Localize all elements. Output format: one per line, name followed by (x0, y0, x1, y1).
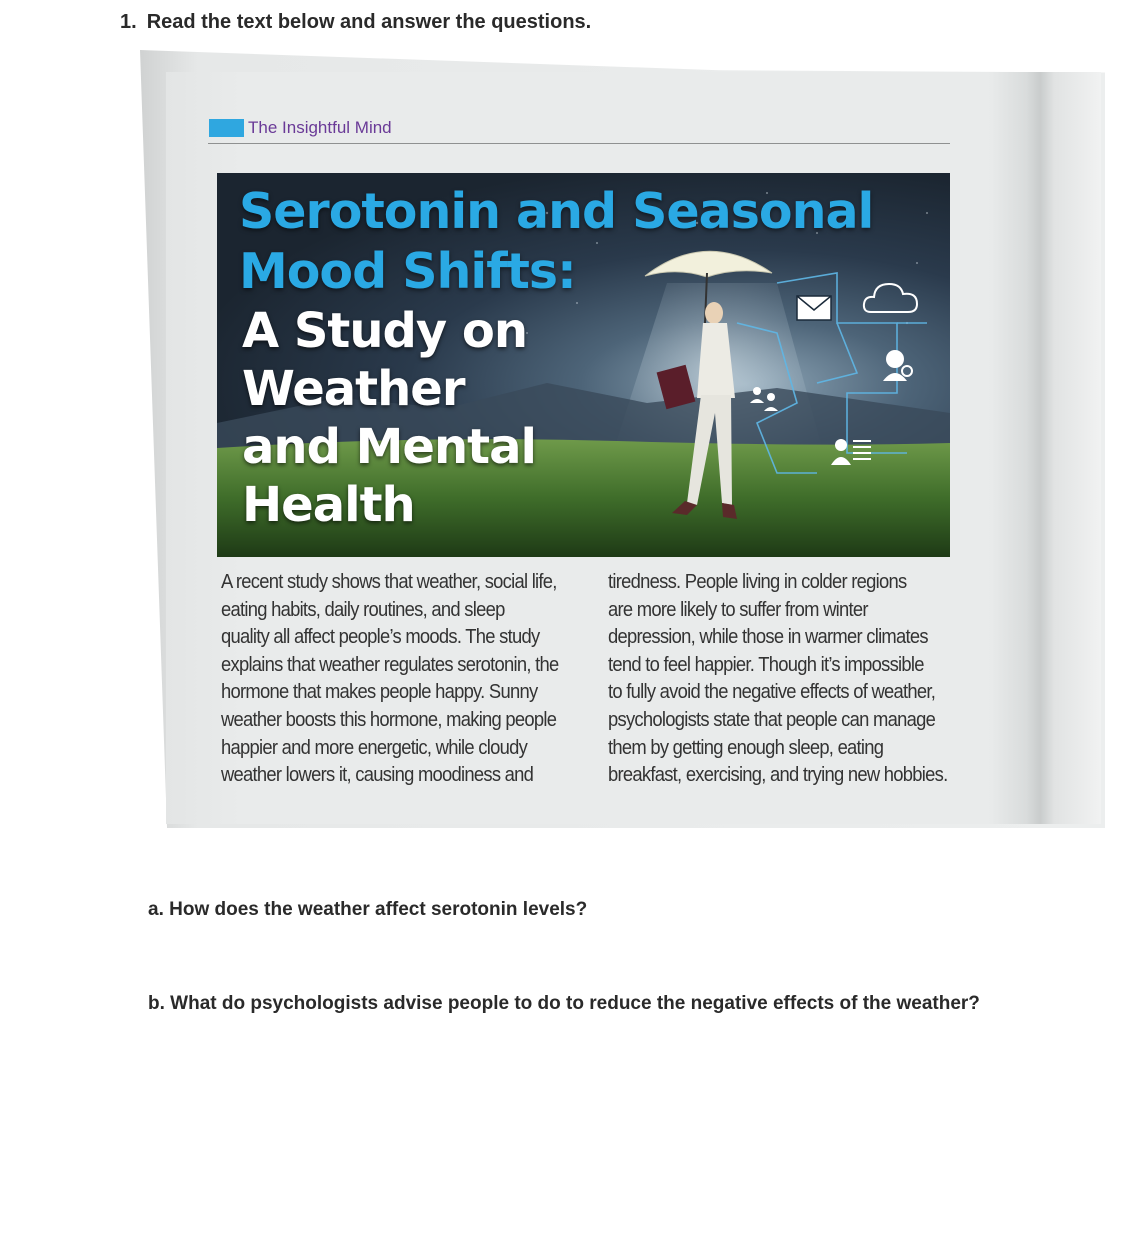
article-line: tend to feel happier. Though it’s impossible (608, 653, 924, 676)
headline-line: Mood Shifts: (239, 243, 576, 300)
question-a: a. How does the weather affect serotonin levels? (148, 899, 588, 920)
magazine-accent-block (209, 119, 244, 137)
article-line: breakfast, exercising, and trying new hobbies. (608, 764, 948, 787)
headline-line: A Study on (242, 303, 528, 359)
article-column-2 (608, 569, 967, 790)
article-line: explains that weather regulates serotonin, the (221, 653, 559, 676)
magazine-name: The Insightful Mind (248, 118, 392, 137)
person-icon (879, 345, 919, 385)
article-line: them by getting enough sleep, eating (608, 736, 884, 759)
hero-image (217, 173, 950, 557)
question-b: b. What do psychologists advise people to do to reduce the negative effects of the weather? (148, 993, 980, 1014)
instruction-text: Read the text below and answer the questions. (146, 11, 592, 33)
exercise-number: 1. (120, 11, 137, 33)
article-line: A recent study shows that weather, social life, (221, 571, 557, 593)
article-line: tiredness. People living in colder regions (608, 571, 907, 593)
headline-line: and Mental (242, 419, 536, 475)
article-headline (239, 183, 874, 539)
article-line: depression, while those in warmer climates (608, 626, 928, 649)
article-line: happier and more energetic, while cloudy (221, 736, 528, 759)
article-line: weather lowers it, causing moodiness and (221, 764, 534, 787)
headline-line: Serotonin and Seasonal (239, 183, 874, 240)
exercise-instruction (120, 11, 591, 34)
article-line: weather boosts this hormone, making people (221, 708, 557, 731)
article-line: are more likely to suffer from winter (608, 598, 868, 621)
magazine-header (208, 118, 950, 144)
article-column-1 (221, 569, 580, 790)
article-line: to fully avoid the negative effects of weather, (608, 681, 936, 704)
article-line: eating habits, daily routines, and sleep (221, 598, 505, 621)
article-line: psychologists state that people can manage (608, 708, 936, 731)
headline-line: Weather (242, 361, 465, 417)
article-line: quality all affect people’s moods. The study (221, 626, 540, 649)
article-line: hormone that makes people happy. Sunny (221, 681, 538, 704)
headline-line: Health (242, 477, 415, 533)
